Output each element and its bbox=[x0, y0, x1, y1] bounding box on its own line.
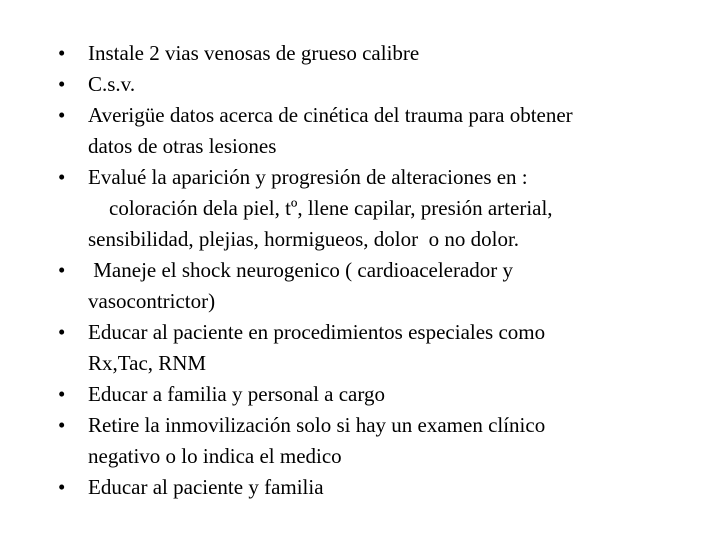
bullet-text-continued: vasocontrictor) bbox=[88, 289, 216, 313]
bullet-item-7 bbox=[58, 379, 698, 410]
bullet-icon: • bbox=[58, 258, 66, 282]
bullet-item-2 bbox=[58, 69, 698, 100]
bullet-icon: • bbox=[58, 103, 66, 127]
bullet-icon: • bbox=[58, 382, 66, 406]
bullet-text-continued: datos de otras lesiones bbox=[88, 134, 277, 158]
bullet-icon: • bbox=[58, 72, 66, 96]
bullet-item-5 bbox=[58, 255, 698, 317]
bullet-text: Retire la inmovilización solo si hay un examen clínico bbox=[88, 413, 546, 437]
bullet-text: Maneje el shock neurogenico ( cardioacelerador y bbox=[88, 258, 514, 282]
bullet-list bbox=[58, 38, 698, 503]
bullet-text: Educar a familia y personal a cargo bbox=[88, 382, 385, 406]
bullet-text-continued: sensibilidad, plejias, hormigueos, dolor o no dolor. bbox=[88, 227, 520, 251]
bullet-item-8 bbox=[58, 410, 698, 472]
bullet-icon: • bbox=[58, 165, 66, 189]
bullet-icon: • bbox=[58, 41, 66, 65]
bullet-text: Evalué la aparición y progresión de alteraciones en : bbox=[88, 165, 528, 189]
bullet-item-3 bbox=[58, 100, 698, 162]
bullet-text-continued: Rx,Tac, RNM bbox=[88, 351, 207, 375]
bullet-item-4 bbox=[58, 162, 698, 255]
bullet-icon: • bbox=[58, 413, 66, 437]
bullet-text: C.s.v. bbox=[88, 72, 136, 96]
bullet-text-continued: coloración dela piel, tº, llene capilar, presión arterial, bbox=[88, 196, 553, 220]
bullet-text: Educar al paciente en procedimientos especiales como bbox=[88, 320, 546, 344]
bullet-icon: • bbox=[58, 320, 66, 344]
bullet-text: Educar al paciente y familia bbox=[88, 475, 324, 499]
bullet-text: Averigüe datos acerca de cinética del trauma para obtener bbox=[88, 103, 573, 127]
bullet-item-1 bbox=[58, 38, 698, 69]
bullet-icon: • bbox=[58, 475, 66, 499]
bullet-item-6 bbox=[58, 317, 698, 379]
bullet-text: Instale 2 vias venosas de grueso calibre bbox=[88, 41, 420, 65]
bullet-item-9 bbox=[58, 472, 698, 503]
bullet-text-continued: negativo o lo indica el medico bbox=[88, 444, 342, 468]
